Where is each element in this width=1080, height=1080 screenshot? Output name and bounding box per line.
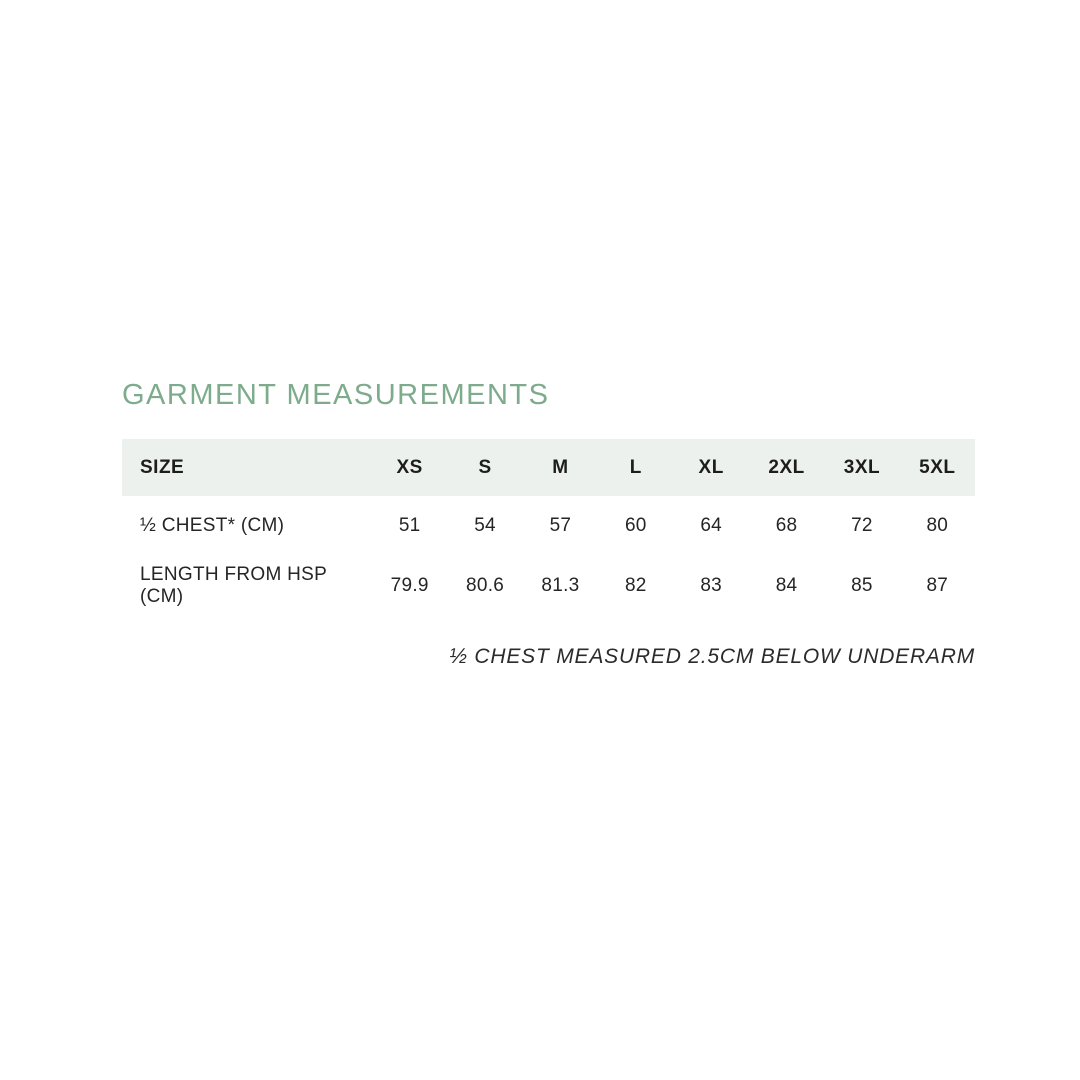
- garment-measurements-table: [122, 439, 975, 616]
- measurement-value: 81.3: [541, 575, 580, 596]
- measurement-value: 54: [474, 515, 496, 536]
- column-header-3xl: 3XL: [843, 456, 881, 478]
- measurement-value: 85: [851, 575, 873, 596]
- column-header-xs: XS: [396, 456, 423, 478]
- measurement-value: 64: [700, 515, 723, 536]
- measurement-value: 83: [700, 575, 723, 596]
- size-chart-section: [122, 378, 975, 669]
- table-body: [122, 496, 975, 616]
- measurement-value: 80: [926, 515, 949, 536]
- column-header-xl: XL: [698, 456, 724, 478]
- column-header-l: L: [629, 456, 642, 478]
- measurement-value: 51: [398, 515, 421, 536]
- measurement-value: 72: [851, 515, 873, 536]
- measurement-value: 80.6: [465, 575, 505, 596]
- measurement-value: 84: [775, 575, 798, 596]
- table-row: [122, 496, 975, 556]
- row-label: LENGTH FROM HSP (CM): [140, 564, 327, 607]
- measurement-value: 60: [624, 515, 647, 536]
- section-title: GARMENT MEASUREMENTS: [122, 379, 550, 411]
- measurement-value: 68: [775, 515, 798, 536]
- column-header-m: M: [552, 456, 569, 478]
- table-header-row: [122, 439, 975, 496]
- measurement-value: 79.9: [390, 575, 429, 596]
- column-header-size: SIZE: [140, 456, 185, 478]
- row-label: ½ CHEST* (CM): [140, 515, 285, 536]
- table-row: [122, 556, 975, 616]
- measurement-value: 87: [926, 575, 949, 596]
- measurement-footnote: ½ CHEST MEASURED 2.5CM BELOW UNDERARM: [449, 645, 975, 668]
- column-header-s: S: [478, 456, 492, 478]
- measurement-value: 57: [549, 515, 572, 536]
- column-header-2xl: 2XL: [768, 456, 805, 478]
- column-header-5xl: 5XL: [919, 456, 956, 478]
- measurement-value: 82: [624, 575, 647, 596]
